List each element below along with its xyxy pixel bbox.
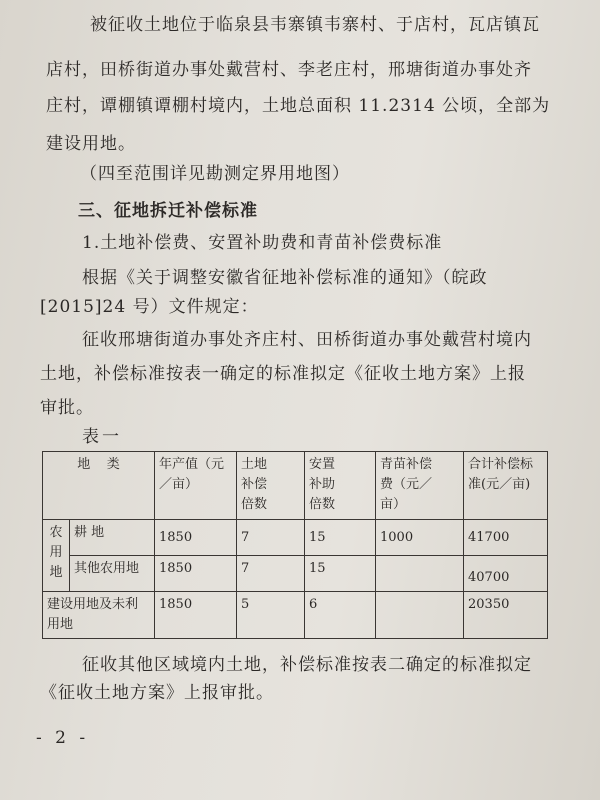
cell-land-multiple: 7	[237, 520, 305, 556]
cell-type: 建设用地及未利用地	[43, 592, 155, 639]
header-land-multiple: 土地补偿倍数	[237, 452, 305, 520]
table-header-row	[43, 452, 548, 520]
cell-resettle-multiple: 6	[305, 592, 376, 639]
cell-land-multiple: 5	[237, 592, 305, 639]
cell-output: 1850	[155, 592, 237, 639]
para1-line-4: 建设用地。	[46, 134, 136, 154]
cell-resettle-multiple: 15	[305, 556, 376, 592]
cell-type: 其他农用地	[70, 556, 155, 592]
subheading-1: 1.土地补偿费、安置补助费和青苗补偿费标准	[82, 233, 443, 253]
para1-line-3: 庄村，谭棚镇谭棚村境内，土地总面积 11.2314 公顷，全部为	[46, 96, 551, 116]
para2-line-3: 审批。	[40, 398, 94, 418]
cell-type: 耕 地	[70, 520, 155, 556]
table-row	[43, 556, 548, 592]
cell-output: 1850	[155, 520, 237, 556]
cell-crop-fee	[376, 592, 464, 639]
table-row	[43, 520, 548, 556]
para1-line-2: 店村，田桥街道办事处戴营村、李老庄村，邢塘街道办事处齐	[46, 60, 532, 80]
para2-line-2: 土地，补偿标准按表一确定的标准拟定《征收土地方案》上报	[40, 364, 526, 384]
section-heading-3: 三、征地拆迁补偿标准	[78, 201, 258, 221]
cell-resettle-multiple: 15	[305, 520, 376, 556]
para1-line-1: 被征收土地位于临泉县韦寨镇韦寨村、于店村，瓦店镇瓦	[90, 15, 540, 35]
cell-total: 40700	[464, 556, 548, 592]
header-crop-fee: 青苗补偿费（元／亩）	[376, 452, 464, 520]
cell-output: 1850	[155, 556, 237, 592]
para3-line-2: 《征收土地方案》上报审批。	[40, 683, 274, 703]
cell-crop-fee: 1000	[376, 520, 464, 556]
cell-crop-fee	[376, 556, 464, 592]
page-number: - 2 -	[36, 728, 90, 748]
table-row	[43, 592, 548, 639]
cell-total: 41700	[464, 520, 548, 556]
group-farmland: 农用地	[43, 520, 70, 592]
area-note: （四至范围详见勘测定界用地图）	[80, 164, 350, 184]
header-annual-output: 年产值（元／亩）	[155, 452, 237, 520]
header-resettle-multiple: 安置补助倍数	[305, 452, 376, 520]
para2-line-1: 征收邢塘街道办事处齐庄村、田桥街道办事处戴营村境内	[82, 330, 532, 350]
cell-land-multiple: 7	[237, 556, 305, 592]
cell-total: 20350	[464, 592, 548, 639]
table-title: 表一	[82, 427, 122, 447]
header-land-type: 地 类	[43, 452, 155, 520]
para3-line-1: 征收其他区域境内土地，补偿标准按表二确定的标准拟定	[82, 655, 532, 675]
header-total: 合计补偿标准(元／亩)	[464, 452, 548, 520]
compensation-table	[42, 451, 548, 639]
basis-line-1: 根据《关于调整安徽省征地补偿标准的通知》（皖政	[82, 268, 488, 288]
basis-line-2: [2015]24 号）文件规定：	[40, 297, 259, 317]
